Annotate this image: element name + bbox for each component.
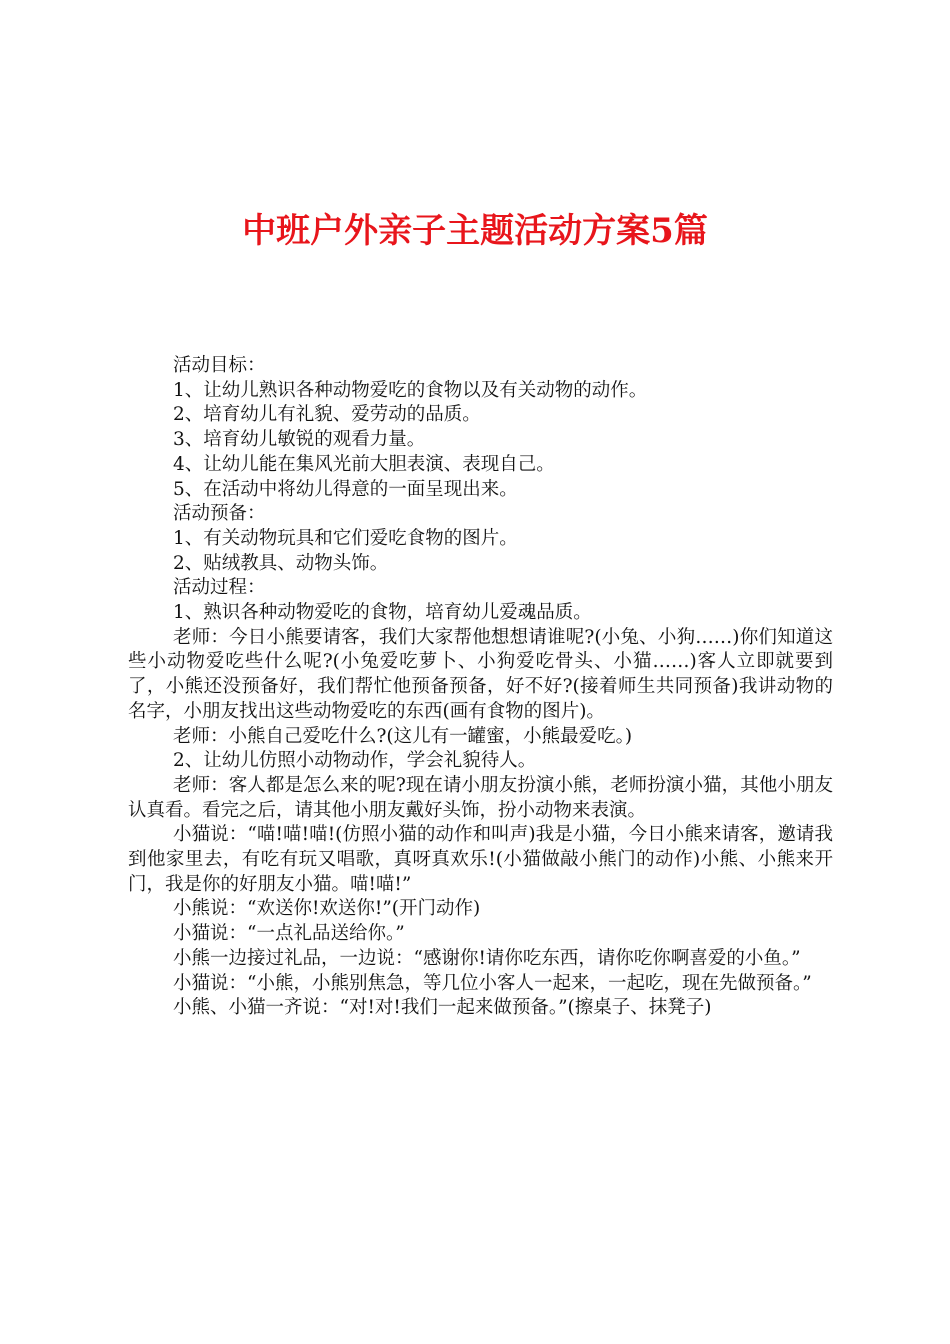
paragraph: 2、让幼儿仿照小动物动作，学会礼貌待人。 xyxy=(173,750,537,772)
paragraph: 4、让幼儿能在集风光前大胆表演、表现自己。 xyxy=(173,453,555,475)
paragraph: 活动预备： xyxy=(173,503,266,525)
paragraph: 小猫说：“一点礼品送给你。” xyxy=(173,923,405,945)
paragraph: 小猫说：“小熊，小熊别焦急，等几位小客人一起来，一起吃，现在先做预备。” xyxy=(173,972,812,994)
paragraph: 1、熟识各种动物爱吃的食物，培育幼儿爱魂品质。 xyxy=(173,602,592,624)
paragraph: 老师：今日小熊要请客，我们大家帮他想想请谁呢?(小兔、小狗……)你们知道这些小动物爱吃些什么呢?(小兔爱吃萝卜、小狗爱吃骨头、小猫……)客人立即就要到了，小熊还没预备好，我们帮忙他预备预备，好不好?(接着师生共同预备)我讲动物的名字，小朋友找出这些动物爱吃的东西(画有食物的图片)。 xyxy=(128,626,833,722)
document-title: 中班户外亲子主题活动方案5篇 xyxy=(242,211,708,251)
document-body xyxy=(128,354,833,1021)
paragraph: 活动过程： xyxy=(173,577,266,599)
paragraph: 小猫说：“喵!喵!喵!(仿照小猫的动作和叫声)我是小猫，今日小熊来请客，邀请我到他家里去，有吃有玩又唱歌，真呀真欢乐!(小猫做敲小熊门的动作)小熊、小熊来开门，我是你的好朋友小猫。喵!喵!” xyxy=(128,824,833,895)
paragraph: 小熊说：“欢送你!欢送你!”(开门动作) xyxy=(173,898,481,920)
paragraph: 3、培育幼儿敏锐的观看力量。 xyxy=(173,429,426,451)
paragraph: 老师：客人都是怎么来的呢?现在请小朋友扮演小熊，老师扮演小猫，其他小朋友认真看。看完之后，请其他小朋友戴好头饰，扮小动物来表演。 xyxy=(128,774,833,821)
paragraph: 老师：小熊自己爱吃什么?(这儿有一罐蜜，小熊最爱吃。) xyxy=(173,725,633,747)
paragraph: 小熊一边接过礼品，一边说：“感谢你!请你吃东西，请你吃你啊喜爱的小鱼。” xyxy=(173,947,801,969)
paragraph: 活动目标： xyxy=(173,355,266,376)
paragraph: 1、让幼儿熟识各种动物爱吃的食物以及有关动物的动作。 xyxy=(173,379,648,401)
paragraph: 2、贴绒教具、动物头饰。 xyxy=(173,552,389,574)
paragraph: 小熊、小猫一齐说：“对!对!我们一起来做预备。”(擦桌子、抹凳子) xyxy=(173,997,712,1019)
paragraph: 2、培育幼儿有礼貌、爱劳动的品质。 xyxy=(173,404,481,426)
paragraph: 1、有关动物玩具和它们爱吃食物的图片。 xyxy=(173,527,518,549)
paragraph: 5、在活动中将幼儿得意的一面呈现出来。 xyxy=(173,478,518,500)
